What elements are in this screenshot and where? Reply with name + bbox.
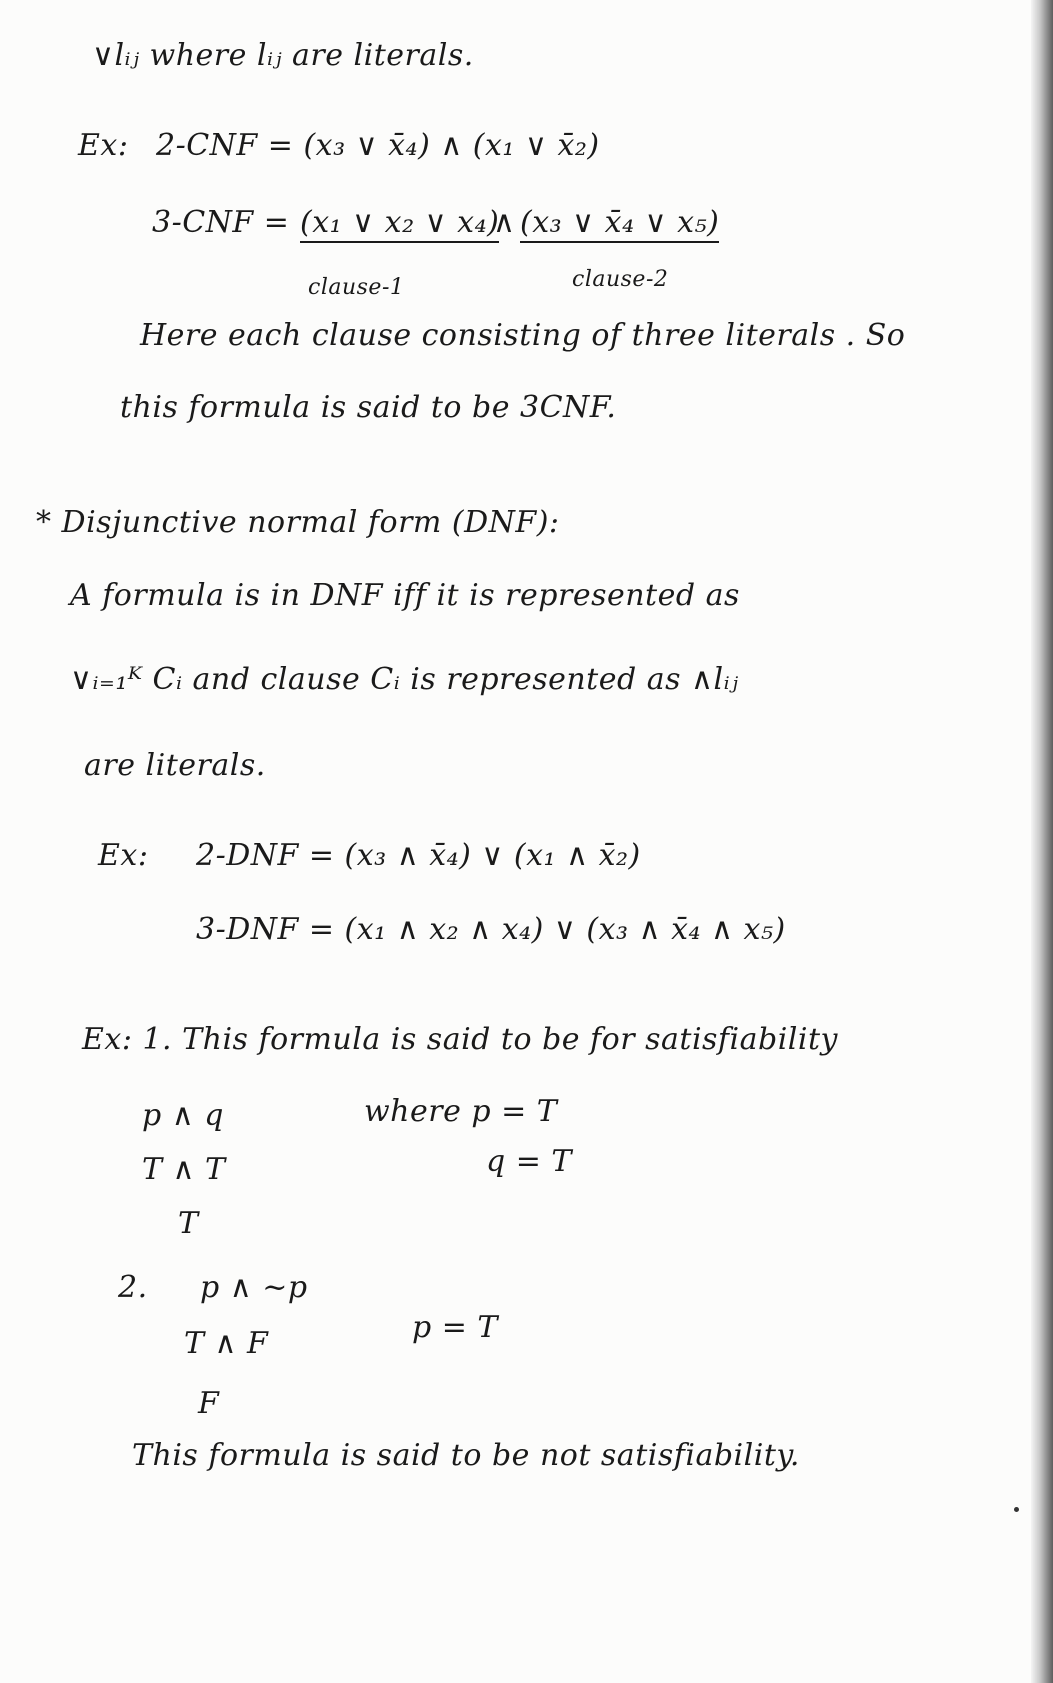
dnf-definition-line-1: A formula is in DNF iff it is represented as [70,578,740,613]
page-edge-shadow [1031,0,1053,1683]
ink-speck [1014,1507,1019,1512]
cnf-example-label: Ex: [78,128,129,163]
sat2-number: 2. [118,1270,148,1305]
sat2-expression: p ∧ ~p [200,1270,308,1305]
dnf-2-example: 2-DNF = (x₃ ∧ x̄₄) ∨ (x₁ ∧ x̄₂) [196,838,641,873]
dnf-example-label: Ex: [98,838,149,873]
clause-1-label: clause-1 [308,275,405,300]
cnf-3-and: ∧ [493,205,516,240]
clause-2-label: clause-2 [572,267,669,292]
sat2-substitution: T ∧ F [184,1326,269,1361]
cnf-3-clause-1-text: (x₁ ∨ x₂ ∨ x₄) [300,205,499,243]
cnf-3-label: 3-CNF = [152,205,290,240]
sat2-assignment-p: p = T [412,1310,498,1345]
sat1-assignment-q: q = T [486,1144,572,1179]
dnf-3-example: 3-DNF = (x₁ ∧ x₂ ∧ x₄) ∨ (x₃ ∧ x̄₄ ∧ x₅) [196,912,786,947]
dnf-heading: * Disjunctive normal form (DNF): [36,505,560,540]
cnf-3-clause-2-text: (x₃ ∨ x̄₄ ∨ x₅) [520,205,719,243]
cnf-2-example: 2-CNF = (x₃ ∨ x̄₄) ∧ (x₁ ∨ x̄₂) [156,128,600,163]
explanation-line-2: this formula is said to be 3CNF. [120,390,617,425]
satisfiability-conclusion: This formula is said to be not satisfiability. [132,1438,800,1473]
satisfiability-example-1: Ex: 1. This formula is said to be for satisfiability [82,1022,839,1057]
explanation-line-1: Here each clause consisting of three literals . So [140,318,906,353]
literal-definition-line: ∨lᵢⱼ where lᵢⱼ are literals. [92,38,474,73]
sat2-result: F [198,1386,220,1421]
dnf-definition-line-2: ∨ᵢ₌₁ᴷ Cᵢ and clause Cᵢ is represented as ∧lᵢⱼ [70,662,739,697]
cnf-3-clause-1 [300,205,499,241]
sat1-result: T [178,1206,199,1241]
sat1-assignment-p: where p = T [364,1094,558,1129]
cnf-3-clause-2 [520,205,719,241]
sat1-expression: p ∧ q [142,1098,224,1133]
dnf-definition-line-3: are literals. [84,748,266,783]
sat1-substitution: T ∧ T [142,1152,226,1187]
